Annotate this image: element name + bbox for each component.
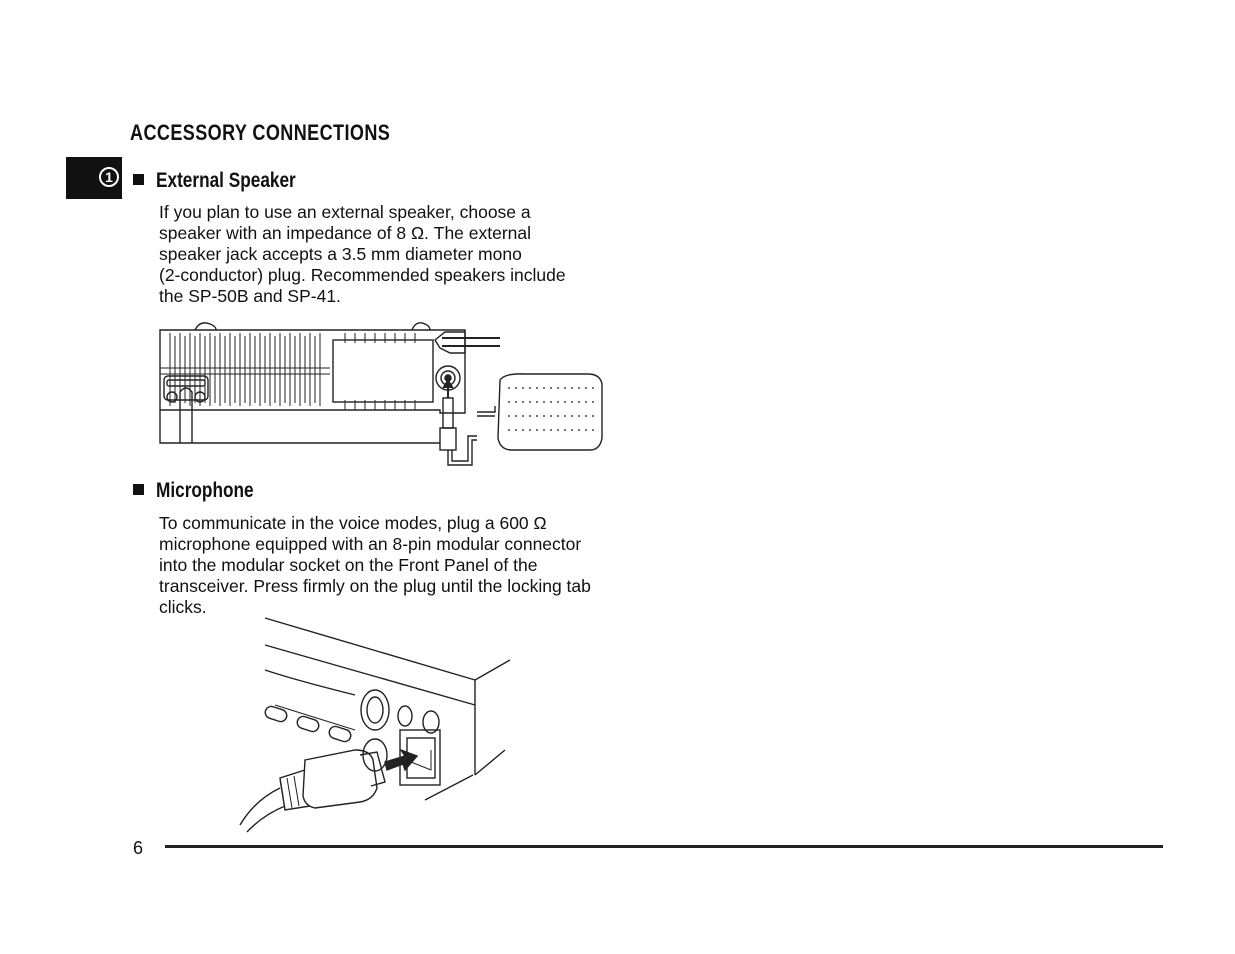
paragraph-line: into the modular socket on the Front Panel of the: [159, 555, 538, 575]
paragraph-line: transceiver. Press firmly on the plug until the locking tab: [159, 576, 591, 596]
paragraph-line: To communicate in the voice modes, plug a 600 Ω: [159, 513, 547, 533]
paragraph-line: If you plan to use an external speaker, choose a: [159, 202, 531, 222]
external-speaker-diagram: [150, 318, 620, 478]
microphone-connection-diagram: [235, 610, 525, 835]
paragraph-line: speaker with an impedance of 8 Ω. The external: [159, 223, 532, 243]
paragraph-line: the SP-50B and SP-41.: [159, 286, 341, 306]
paragraph-line: speaker jack accepts a 3.5 mm diameter mono: [159, 244, 522, 264]
external-speaker-heading: [133, 167, 326, 194]
paragraph-line: (2-conductor) plug. Recommended speakers include: [159, 265, 566, 285]
external-speaker-paragraph: [159, 202, 566, 307]
section-title: ACCESSORY CONNECTIONS: [130, 120, 391, 145]
microphone-paragraph: [159, 513, 591, 618]
paragraph-line: microphone equipped with an 8-pin modular connector: [159, 534, 582, 554]
mono-plug: [440, 380, 477, 465]
paragraph-line: clicks.: [159, 597, 207, 617]
chapter-tab: [66, 157, 122, 199]
bullet-square-icon: [133, 174, 144, 185]
chapter-number: 1: [99, 167, 119, 187]
arrow-icon: [385, 750, 417, 770]
modular-plug-icon: [240, 750, 385, 832]
microphone-heading: [133, 477, 275, 504]
speaker-cabinet-icon: [477, 374, 602, 450]
transceiver-front-panel: [264, 618, 510, 800]
page-number: 6: [133, 838, 144, 858]
microphone-heading-text: Microphone: [156, 479, 254, 502]
bullet-square-icon: [133, 484, 144, 495]
external-speaker-heading-text: External Speaker: [156, 169, 296, 192]
footer-rule: [165, 845, 1163, 848]
